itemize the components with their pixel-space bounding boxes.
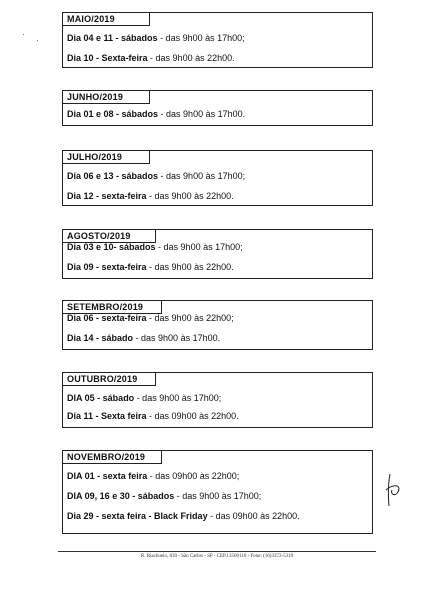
month-heading: JUNHO/2019 [63, 91, 150, 104]
schedule-line: Dia 12 - sexta-feira - das 9h00 às 22h00. [67, 191, 234, 201]
schedule-line: Dia 14 - sábado - das 9h00 às 17h00. [67, 333, 221, 343]
month-heading: NOVEMBRO/2019 [63, 451, 162, 464]
scan-speck: · [22, 30, 25, 39]
handwritten-initials-icon [380, 470, 408, 510]
schedule-line: Dia 01 e 08 - sábados - das 9h00 às 17h00. [67, 109, 246, 119]
schedule-line: Dia 11 - Sexta feira - das 09h00 às 22h00. [67, 411, 239, 421]
schedule-line: DIA 09, 16 e 30 - sábados - das 9h00 às 17h00; [67, 491, 262, 501]
month-block-maio [62, 12, 373, 68]
month-block-julho [62, 150, 373, 206]
schedule-line: Dia 06 - sexta-feira - das 9h00 às 22h00; [67, 313, 234, 323]
page-footer: R. Riachuelo, 830 - São Carlos - SP - CEP.13560110 - Fone: (16)3372-5319 [58, 551, 376, 559]
schedule-line: Dia 06 e 13 - sábados - das 9h00 às 17h00; [67, 171, 246, 181]
month-heading: AGOSTO/2019 [63, 230, 156, 243]
month-heading: MAIO/2019 [63, 13, 150, 26]
month-block-outubro [62, 372, 373, 428]
month-heading: OUTUBRO/2019 [63, 373, 156, 386]
month-heading: SETEMBRO/2019 [63, 301, 162, 314]
schedule-line: Dia 03 e 10- sábados - das 9h00 às 17h00; [67, 242, 243, 252]
schedule-line: DIA 05 - sábado - das 9h00 às 17h00; [67, 393, 222, 403]
schedule-line: Dia 04 e 11 - sábados - das 9h00 às 17h00; [67, 33, 245, 43]
schedule-line: DIA 01 - sexta feira - das 09h00 às 22h00; [67, 471, 240, 481]
month-heading: JULHO/2019 [63, 151, 150, 164]
month-block-junho [62, 90, 373, 126]
month-block-agosto [62, 229, 373, 279]
schedule-line: Dia 29 - sexta feira - Black Friday - das 09h00 às 22h00. [67, 511, 300, 521]
month-block-novembro [62, 450, 373, 534]
schedule-line: Dia 09 - sexta-feira - das 9h00 às 22h00. [67, 262, 234, 272]
schedule-line: Dia 10 - Sexta-feira - das 9h00 às 22h00. [67, 53, 235, 63]
month-block-setembro [62, 300, 373, 350]
scan-speck: · [36, 36, 39, 45]
